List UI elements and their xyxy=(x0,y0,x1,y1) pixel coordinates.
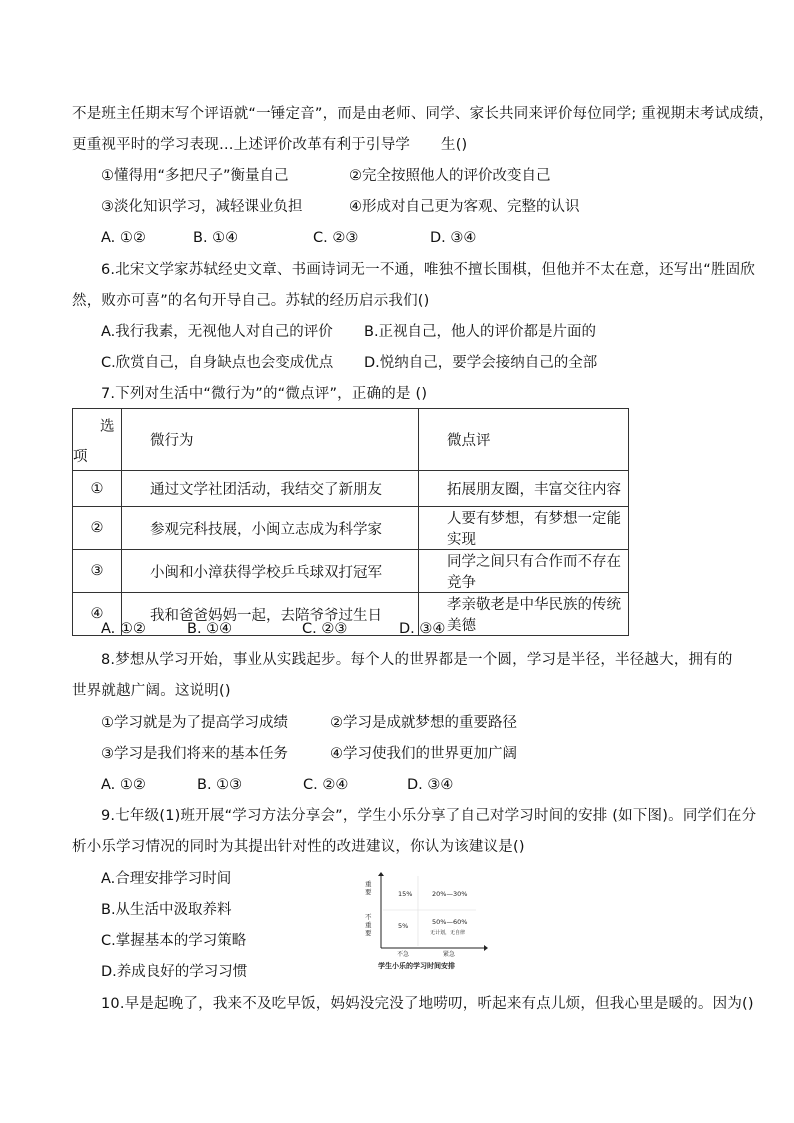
q9-choice-d: D.养成良好的学习习惯 xyxy=(101,964,248,980)
table-header-option xyxy=(73,409,122,471)
q9-stem-line2: 析小乐学习情况的同时为其提出针对性的改进建议，你认为该建议是() xyxy=(72,839,525,855)
cell-note: 无计划，无自律 xyxy=(430,930,466,936)
q8-choice-b: B. ①③ xyxy=(197,777,243,793)
q7-choice-a: A. ①② xyxy=(101,621,146,637)
row-number: ④ xyxy=(73,593,122,636)
row-action: 小闽和小漳获得学校乒乓球双打冠军 xyxy=(122,550,419,593)
q8-choice-d: D. ③④ xyxy=(407,777,454,793)
chart-y-label-unimportant-2: 重 xyxy=(365,921,372,929)
row-action: 我和爸爸妈妈一起，去陪爷爷过生日 xyxy=(122,593,419,636)
q5-statement-3: ③淡化知识学习，减轻课业负担 xyxy=(101,199,303,215)
chart-y-label-important-2: 要 xyxy=(365,888,372,896)
row-comment: 孝亲敬老是中华民族的传统美德 xyxy=(419,593,629,636)
q5-statement-4: ④形成对自己更为客观、完整的认识 xyxy=(349,199,580,215)
chart-x-axis-arrow xyxy=(484,945,488,951)
q5-stem-line2-end: 生() xyxy=(441,137,468,153)
row-action: 通过文学社团活动，我结交了新朋友 xyxy=(122,471,419,507)
row-comment: 同学之间只有合作而不存在竞争 xyxy=(419,550,629,593)
q8-statement-2: ②学习是成就梦想的重要路径 xyxy=(330,715,517,731)
q6-choice-c: C.欣赏自己，自身缺点也会变成优点 xyxy=(101,355,334,371)
q6-choice-a: A.我行我素，无视他人对自己的评价 xyxy=(101,324,333,340)
q5-choice-d: D. ③④ xyxy=(430,230,477,246)
table-row xyxy=(73,593,629,636)
chart-y-label-unimportant-3: 要 xyxy=(365,929,372,937)
q9-stem-line1: 9.七年级(1)班开展“学习方法分享会”，学生小乐分享了自己对学习时间的安排 (如下图)。同学们在分 xyxy=(101,808,757,824)
table-header-row xyxy=(73,409,629,471)
q5-stem-line2: 更重视平时的学习表现…上述评价改革有利于引导学 xyxy=(72,137,411,153)
chart-x-label-urgent: 紧急 xyxy=(443,951,456,958)
q8-stem-line1: 8.梦想从学习开始，事业从实践起步。每个人的世界都是一个圆，学习是半径，半径越大，拥有的 xyxy=(101,652,733,668)
q5-stem-line1: 不是班主任期末写个评语就“一锤定音”，而是由老师、同学、家长共同来评价每位同学; 重视期末考试成绩， xyxy=(72,106,774,122)
row-action: 参观完科技展，小闽立志成为科学家 xyxy=(122,507,419,550)
q5-choice-b: B. ①④ xyxy=(193,230,239,246)
q9-choice-c: C.掌握基本的学习策略 xyxy=(101,933,247,949)
q7-choice-d: D. ③④ xyxy=(399,621,446,637)
cell-important-not-urgent: 15% xyxy=(398,890,413,898)
q8-stem-line2: 世界就越广阔。这说明() xyxy=(72,683,231,699)
q8-statement-3: ③学习是我们将来的基本任务 xyxy=(101,746,288,762)
q10-stem-line1: 10.早是起晚了，我来不及吃早饭，妈妈没完没了地唠叨，听起来有点儿烦，但我心里是暖的。因为() xyxy=(101,996,754,1012)
table-header-action: 微行为 xyxy=(122,409,419,471)
row-number: ② xyxy=(73,507,122,550)
table-header-option-top: 选 xyxy=(100,419,115,435)
cell-unimportant-urgent: 50%—60% xyxy=(432,918,468,926)
q7-choice-c: C. ②③ xyxy=(302,621,348,637)
q8-statement-1: ①学习就是为了提高学习成绩 xyxy=(101,715,288,731)
q6-stem-line2: 然，败亦可喜”的名句开导自己。苏轼的经历启示我们() xyxy=(72,293,430,309)
q8-statement-4: ④学习使我们的世界更加广阔 xyxy=(330,746,517,762)
q6-choice-d: D.悦纳自己，要学会接纳自己的全部 xyxy=(364,355,598,371)
table-row xyxy=(73,550,629,593)
table-header-comment: 微点评 xyxy=(419,409,629,471)
chart-y-axis-arrow xyxy=(378,872,384,876)
q9-choice-a: A.合理安排学习时间 xyxy=(101,871,232,887)
table-row xyxy=(73,507,629,550)
q5-choice-a: A. ①② xyxy=(101,230,146,246)
q8-choice-c: C. ②④ xyxy=(303,777,349,793)
q6-stem-line1: 6.北宋文学家苏轼经史文章、书画诗词无一不通，唯独不擅长围棋，但他并不太在意，还写出“胜固欣 xyxy=(101,262,756,278)
q7-table xyxy=(72,408,629,636)
row-number: ③ xyxy=(73,550,122,593)
table-row xyxy=(73,471,629,507)
chart-y-label-important-1: 重 xyxy=(365,880,372,888)
row-comment: 人要有梦想，有梦想一定能实现 xyxy=(419,507,629,550)
q5-statement-2: ②完全按照他人的评价改变自己 xyxy=(349,168,551,184)
cell-important-urgent: 20%—30% xyxy=(432,890,468,898)
chart-x-label-not-urgent: 不急 xyxy=(397,951,410,958)
q5-statement-1: ①懂得用“多把尺子”衡量自己 xyxy=(101,168,289,184)
row-number: ① xyxy=(73,471,122,507)
study-time-chart xyxy=(364,872,488,972)
cell-unimportant-not-urgent: 5% xyxy=(398,922,409,930)
q7-choice-b: B. ①④ xyxy=(187,621,233,637)
q7-stem: 7.下列对生活中“微行为”的“微点评”，正确的是 () xyxy=(101,386,428,402)
q9-choice-b: B.从生活中汲取养料 xyxy=(101,902,232,918)
chart-y-label-unimportant-1: 不 xyxy=(365,913,372,921)
chart-title: 学生小乐的学习时间安排 xyxy=(378,962,455,970)
row-comment: 拓展朋友圈，丰富交往内容 xyxy=(419,471,629,507)
table-header-option-bottom: 项 xyxy=(73,449,88,465)
q6-choice-b: B.正视自己，他人的评价都是片面的 xyxy=(364,324,597,340)
q8-choice-a: A. ①② xyxy=(101,777,146,793)
q5-choice-c: C. ②③ xyxy=(313,230,359,246)
